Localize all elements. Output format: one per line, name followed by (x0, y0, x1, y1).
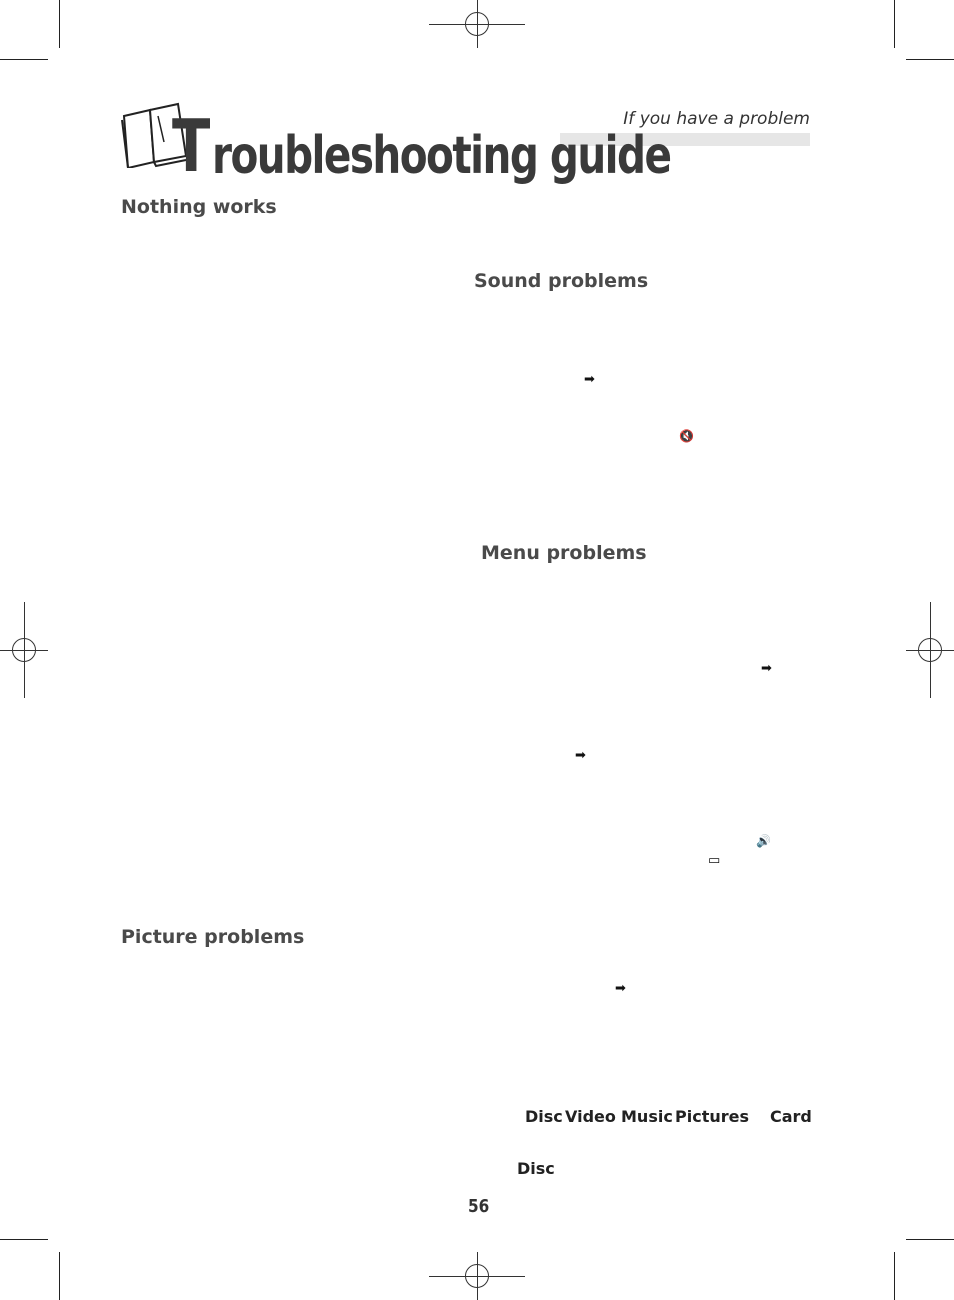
crop-mark (894, 1252, 895, 1300)
audio-icon: 🔊 (756, 834, 771, 848)
crop-mark (59, 0, 60, 48)
header-section-title: If you have a problem (623, 109, 810, 129)
menu-label-card: Card (770, 1107, 812, 1126)
section-heading-nothing-works: Nothing works (121, 196, 277, 218)
menu-label-disc: Disc (525, 1107, 563, 1126)
crop-mark (0, 1239, 48, 1240)
arrow-icon: ➡ (615, 981, 626, 996)
menu-label-video: Video (565, 1107, 616, 1126)
crop-mark (59, 1252, 60, 1300)
page-title-initial: T (172, 104, 211, 188)
section-heading-sound-problems: Sound problems (474, 270, 649, 292)
menu-label-pictures: Pictures (675, 1107, 749, 1126)
crop-mark (906, 59, 954, 60)
page-number: 56 (468, 1196, 490, 1217)
crop-mark (0, 59, 48, 60)
menu-label-music: Music (621, 1107, 673, 1126)
arrow-icon: ➡ (584, 372, 595, 387)
menu-label-disc-2: Disc (517, 1159, 555, 1178)
arrow-icon: ➡ (761, 661, 772, 676)
crop-mark (894, 0, 895, 48)
page-title: roubleshooting guide (212, 126, 671, 186)
crop-mark (906, 1239, 954, 1240)
section-heading-picture-problems: Picture problems (121, 926, 305, 948)
subtitle-icon: ▭ (708, 853, 721, 868)
section-heading-menu-problems: Menu problems (481, 542, 647, 564)
arrow-icon: ➡ (575, 748, 586, 763)
mute-icon: 🔇 (679, 429, 694, 443)
